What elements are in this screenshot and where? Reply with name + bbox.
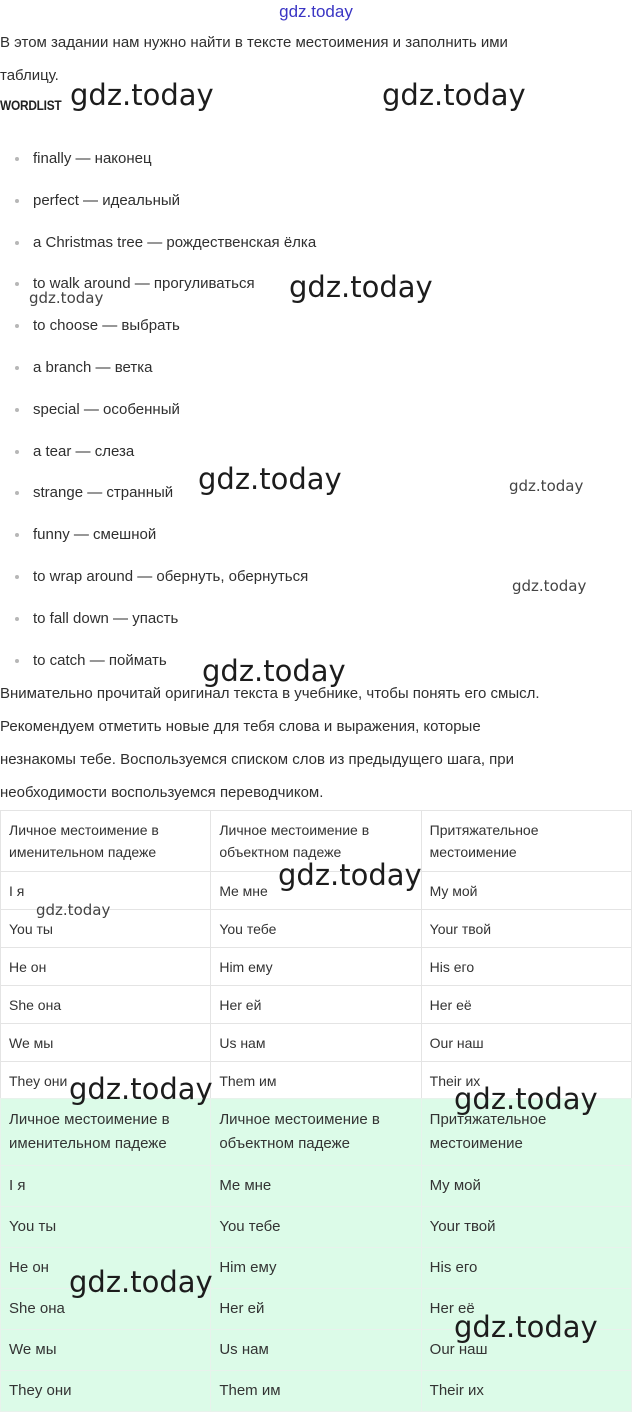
table-cell: Your твой <box>421 910 631 948</box>
table-header-cell: Личное местоимение в объектном падеже <box>211 1099 421 1166</box>
table-row <box>1 1062 632 1100</box>
table-cell: Them им <box>211 1371 421 1412</box>
intro-line-2: таблицу. <box>0 67 59 84</box>
instructions-line-4: необходимости воспользуемся переводчиком. <box>0 784 324 801</box>
table-cell: Her её <box>421 1289 631 1330</box>
table-header-cell: Личное местоимение в объектном падеже <box>211 811 421 872</box>
table-cell: You тебе <box>211 1207 421 1248</box>
table-row <box>1 1207 632 1248</box>
table-cell: I я <box>1 1166 211 1207</box>
bullet-icon <box>15 366 19 370</box>
wordlist-heading: WORDLIST <box>0 97 62 113</box>
watermark: gdz.today <box>454 1082 598 1116</box>
table-row <box>1 986 632 1024</box>
bullet-icon <box>15 533 19 537</box>
watermark: gdz.today <box>509 477 584 495</box>
list-item: to wrap around — обернуть, обернуться <box>0 556 316 598</box>
bullet-icon <box>15 324 19 328</box>
table-row <box>1 1248 632 1289</box>
table-row <box>1 948 632 986</box>
table-cell: You тебе <box>211 910 421 948</box>
table-row <box>1 1330 632 1371</box>
table-cell: We мы <box>1 1330 211 1371</box>
watermark: gdz.today <box>70 78 214 112</box>
list-item: a tear — слеза <box>0 431 316 473</box>
pronoun-table <box>0 810 632 1100</box>
table-row <box>1 1371 632 1412</box>
bullet-icon <box>15 157 19 161</box>
list-item: to catch — поймать <box>0 640 316 682</box>
table-row <box>1 872 632 910</box>
bullet-icon <box>15 617 19 621</box>
bullet-icon <box>15 450 19 454</box>
bullet-icon <box>15 659 19 663</box>
list-item: a Christmas tree — рождественская ёлка <box>0 222 316 264</box>
watermark: gdz.today <box>198 462 342 496</box>
bullet-icon <box>15 241 19 245</box>
bullet-icon <box>15 408 19 412</box>
table-cell: Me мне <box>211 1166 421 1207</box>
table-cell: Them им <box>211 1062 421 1100</box>
list-item: strange — странный <box>0 472 316 514</box>
watermark: gdz.today <box>289 270 433 304</box>
table-header-cell: Личное местоимение в именительном падеже <box>1 1099 211 1166</box>
list-item: finally — наконец <box>0 138 316 180</box>
instructions-line-3: незнакомы тебе. Воспользуемся списком слов из предыдущего шага, при <box>0 751 514 768</box>
list-item: to choose — выбрать <box>0 305 316 347</box>
table-row <box>1 1024 632 1062</box>
watermark: gdz.today <box>36 901 111 919</box>
table-cell: He он <box>1 948 211 986</box>
table-row <box>1 910 632 948</box>
table-cell: Their их <box>421 1371 631 1412</box>
table-cell: My мой <box>421 1166 631 1207</box>
watermark: gdz.today <box>202 654 346 688</box>
instructions-line-1: Внимательно прочитай оригинал текста в учебнике, чтобы понять его смысл. <box>0 685 540 702</box>
bullet-icon <box>15 282 19 286</box>
table-cell: You ты <box>1 910 211 948</box>
table-header-cell: Притяжательное местоимение <box>421 811 631 872</box>
bullet-icon <box>15 199 19 203</box>
list-item: special — особенный <box>0 389 316 431</box>
bullet-icon <box>15 491 19 495</box>
watermark: gdz.today <box>69 1072 213 1106</box>
list-item: to walk around — прогуливаться <box>0 263 316 305</box>
table-cell: Him ему <box>211 1248 421 1289</box>
watermark: gdz.today <box>512 577 587 595</box>
watermark: gdz.today <box>382 78 526 112</box>
wordlist <box>0 138 316 681</box>
table-cell: Him ему <box>211 948 421 986</box>
table-cell: Your твой <box>421 1207 631 1248</box>
site-logo[interactable]: gdz.today <box>279 2 353 21</box>
table-cell: They они <box>1 1371 211 1412</box>
table-row <box>1 1166 632 1207</box>
list-item: to fall down — упасть <box>0 598 316 640</box>
table-cell: Our наш <box>421 1024 631 1062</box>
table-cell: Their их <box>421 1062 631 1100</box>
watermark: gdz.today <box>69 1265 213 1299</box>
table-cell: She она <box>1 1289 211 1330</box>
table-cell: Me мне <box>211 872 421 910</box>
table-cell: Us нам <box>211 1024 421 1062</box>
table-cell: His его <box>421 1248 631 1289</box>
list-item: perfect — идеальный <box>0 180 316 222</box>
table-cell: Our наш <box>421 1330 631 1371</box>
answer-table <box>0 1098 632 1412</box>
table-header-cell: Личное местоимение в именительном падеже <box>1 811 211 872</box>
table-cell: They они <box>1 1062 211 1100</box>
table-cell: She она <box>1 986 211 1024</box>
table-cell: Her ей <box>211 986 421 1024</box>
table-header-row <box>1 1099 632 1166</box>
bullet-icon <box>15 575 19 579</box>
table-cell: My мой <box>421 872 631 910</box>
intro-line-1: В этом задании нам нужно найти в тексте местоимения и заполнить ими <box>0 34 508 51</box>
table-cell: Us нам <box>211 1330 421 1371</box>
table-header-cell: Притяжательное местоимение <box>421 1099 631 1166</box>
table-row <box>1 1289 632 1330</box>
table-cell: Her ей <box>211 1289 421 1330</box>
watermark: gdz.today <box>454 1310 598 1344</box>
watermark: gdz.today <box>278 858 422 892</box>
instructions-line-2: Рекомендуем отметить новые для тебя слова и выражения, которые <box>0 718 481 735</box>
table-cell: He он <box>1 1248 211 1289</box>
table-cell: We мы <box>1 1024 211 1062</box>
table-cell: You ты <box>1 1207 211 1248</box>
table-cell: Her её <box>421 986 631 1024</box>
table-cell: I я <box>1 872 211 910</box>
list-item: a branch — ветка <box>0 347 316 389</box>
table-cell: His его <box>421 948 631 986</box>
watermark: gdz.today <box>29 289 104 307</box>
list-item: funny — смешной <box>0 514 316 556</box>
table-header-row <box>1 811 632 872</box>
